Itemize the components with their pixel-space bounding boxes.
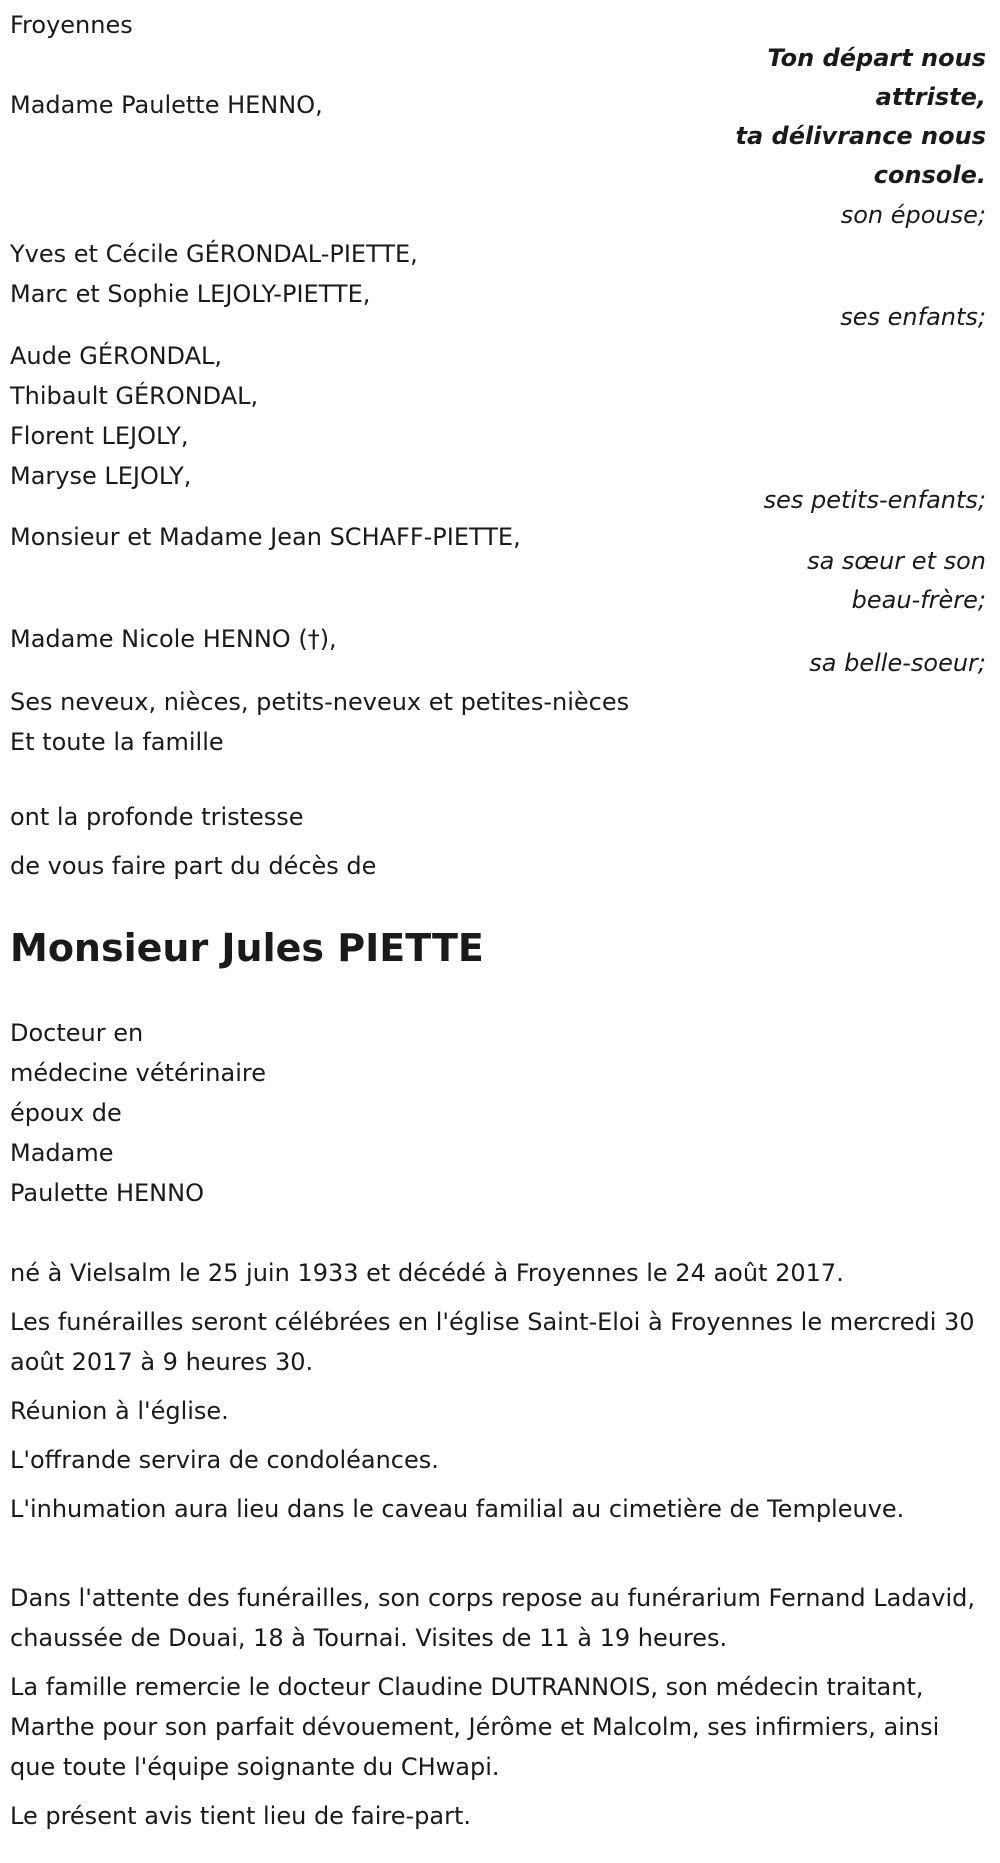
location: Froyennes xyxy=(10,11,133,39)
child-name: Yves et Cécile GÉRONDAL-PIETTE, xyxy=(10,240,418,268)
child-name: Marc et Sophie LEJOLY-PIETTE, xyxy=(10,280,371,308)
sister-relation: sa sœur et son xyxy=(807,547,986,575)
announcement-line: ont la profonde tristesse xyxy=(10,803,304,831)
grandchild-name: Aude GÉRONDAL, xyxy=(10,342,223,370)
deceased-title xyxy=(10,1013,266,1213)
burial-paragraph: L'inhumation aura lieu dans le caveau familial au cimetière de Templeuve. xyxy=(10,1495,905,1523)
sister-in-law-name: Madame Nicole HENNO (†), xyxy=(10,625,337,653)
title-line: Madame xyxy=(10,1139,114,1167)
verse-line: Ton départ nous xyxy=(767,44,986,72)
notice-paragraph: Le présent avis tient lieu de faire-part. xyxy=(10,1802,472,1830)
grandchild-name: Florent LEJOLY, xyxy=(10,422,189,450)
sister-relation: beau-frère; xyxy=(851,586,986,614)
offering-paragraph: L'offrande servira de condoléances. xyxy=(10,1446,439,1474)
deceased-name: Monsieur Jules PIETTE xyxy=(10,926,484,970)
verse-line: attriste, xyxy=(875,83,986,111)
sister-name: Monsieur et Madame Jean SCHAFF-PIETTE, xyxy=(10,523,521,551)
verse-line: console. xyxy=(873,161,986,189)
children-relation: ses enfants; xyxy=(840,303,986,331)
title-line: Paulette HENNO xyxy=(10,1179,204,1207)
meeting-paragraph: Réunion à l'église. xyxy=(10,1397,229,1425)
other-relatives: Et toute la famille xyxy=(10,728,224,756)
title-line: médecine vétérinaire xyxy=(10,1059,266,1087)
announcement-line: de vous faire part du décès de xyxy=(10,852,377,880)
other-relatives: Ses neveux, nièces, petits-neveux et petites-nièces xyxy=(10,688,630,716)
funeral-paragraph: Les funérailles seront célébrées en l'église Saint-Eloi à Froyennes le mercredi 30 août 2017 à 9 heures 30. xyxy=(10,1308,975,1376)
verse-line: ta délivrance nous xyxy=(735,122,986,150)
thanks-paragraph: La famille remercie le docteur Claudine DUTRANNOIS, son médecin traitant, Marthe pour son parfait dévouement, Jérôme et Malcolm, ses infirmiers, ainsi que toute l'équipe soignante du CHwapi. xyxy=(10,1673,940,1781)
funerarium-paragraph: Dans l'attente des funérailles, son corps repose au funérarium Fernand Ladavid, chaussée de Douai, 18 à Tournai. Visites de 11 à 19 heures. xyxy=(10,1584,976,1652)
sister-in-law-relation: sa belle-soeur; xyxy=(809,649,986,677)
spouse-relation: son épouse; xyxy=(840,201,986,229)
birth-death-paragraph: né à Vielsalm le 25 juin 1933 et décédé à Froyennes le 24 août 2017. xyxy=(10,1259,844,1287)
verse-quote xyxy=(606,39,986,195)
title-line: époux de xyxy=(10,1099,122,1127)
grandchild-name: Maryse LEJOLY, xyxy=(10,462,192,490)
spouse-name: Madame Paulette HENNO, xyxy=(10,91,323,119)
title-line: Docteur en xyxy=(10,1019,144,1047)
grandchildren-relation: ses petits-enfants; xyxy=(763,486,986,514)
grandchild-name: Thibault GÉRONDAL, xyxy=(10,382,259,410)
